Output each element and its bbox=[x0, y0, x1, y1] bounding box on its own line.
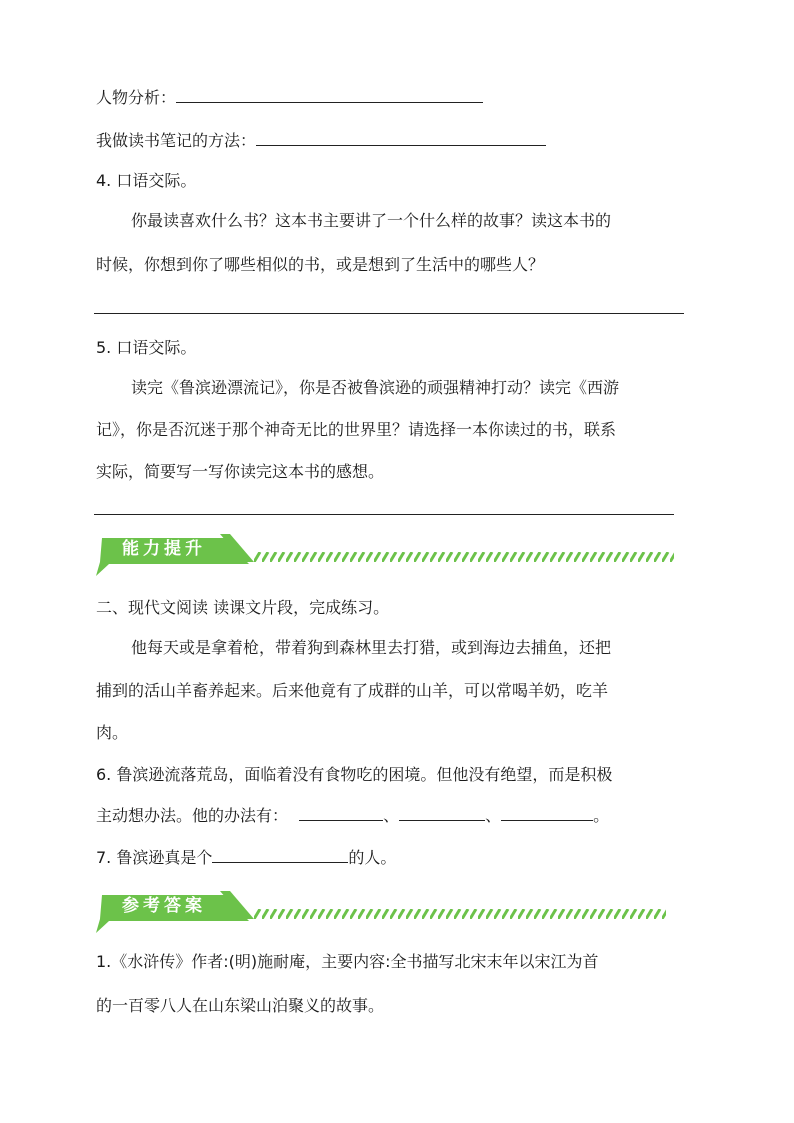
q7-blank[interactable] bbox=[212, 848, 348, 863]
q5-text-line3: 实际，简要写一写你读完这本书的感想。 bbox=[96, 462, 385, 481]
q4-text-line2: 时候，你想到你了哪些相似的书，或是想到了生活中的哪些人？ bbox=[96, 255, 545, 274]
q6-blank-3[interactable] bbox=[501, 806, 593, 821]
char-analysis-label: 人物分析： bbox=[96, 88, 177, 107]
answers-banner-title: 参考答案 bbox=[122, 896, 206, 916]
note-method-line bbox=[96, 131, 546, 151]
passage-line3: 肉。 bbox=[96, 723, 129, 742]
note-method-blank[interactable] bbox=[256, 131, 546, 146]
section2-heading: 二、现代文阅读 读课文片段，完成练习。 bbox=[96, 598, 390, 617]
q7-prefix: 7. 鲁滨逊真是个 bbox=[96, 848, 213, 867]
answer1-line1: 1.《水浒传》作者:(明)施耐庵，主要内容:全书描写北宋末年以宋江为首 bbox=[96, 952, 599, 971]
passage-line2: 捕到的活山羊畜养起来。后来他竟有了成群的山羊，可以常喝羊奶，吃羊 bbox=[96, 681, 609, 700]
answers-banner bbox=[94, 889, 679, 935]
char-analysis-blank[interactable] bbox=[176, 88, 483, 103]
q4-answer-line[interactable] bbox=[94, 313, 684, 314]
q6-blank-2[interactable] bbox=[399, 806, 485, 821]
char-analysis-line bbox=[96, 88, 483, 108]
q6-end: 。 bbox=[593, 806, 610, 825]
q5-text-line2: 记》，你是否沉迷于那个神奇无比的世界里？请选择一本你读过的书，联系 bbox=[96, 420, 617, 439]
ability-banner-title: 能力提升 bbox=[122, 539, 206, 559]
q5-text-line1: 读完《鲁滨逊漂流记》，你是否被鲁滨逊的顽强精神打动？读完《西游 bbox=[131, 378, 620, 397]
note-method-label: 我做读书笔记的方法： bbox=[96, 131, 257, 150]
q7-line bbox=[96, 848, 396, 868]
q5-answer-line[interactable] bbox=[94, 514, 674, 515]
q6-sep-1: 、 bbox=[383, 806, 400, 825]
q6-blank-1[interactable] bbox=[299, 806, 383, 821]
answer1-line2: 的一百零八人在山东梁山泊聚义的故事。 bbox=[96, 996, 385, 1015]
q5-heading: 5. 口语交际。 bbox=[96, 338, 197, 357]
q7-suffix: 的人。 bbox=[348, 848, 397, 867]
q6-line1: 6. 鲁滨逊流落荒岛，面临着没有食物吃的困境。但他没有绝望，而是积极 bbox=[96, 765, 613, 784]
ability-banner bbox=[94, 532, 679, 578]
q6-line2 bbox=[96, 806, 609, 826]
q6-sep-2: 、 bbox=[485, 806, 502, 825]
q4-text-line1: 你最读喜欢什么书？这本书主要讲了一个什么样的故事？读这本书的 bbox=[131, 211, 612, 230]
q6-methods-label: 主动想办法。他的办法有： bbox=[96, 806, 289, 825]
passage-line1: 他每天或是拿着枪，带着狗到森林里去打猎，或到海边去捕鱼，还把 bbox=[131, 638, 612, 657]
q4-heading: 4. 口语交际。 bbox=[96, 171, 197, 190]
